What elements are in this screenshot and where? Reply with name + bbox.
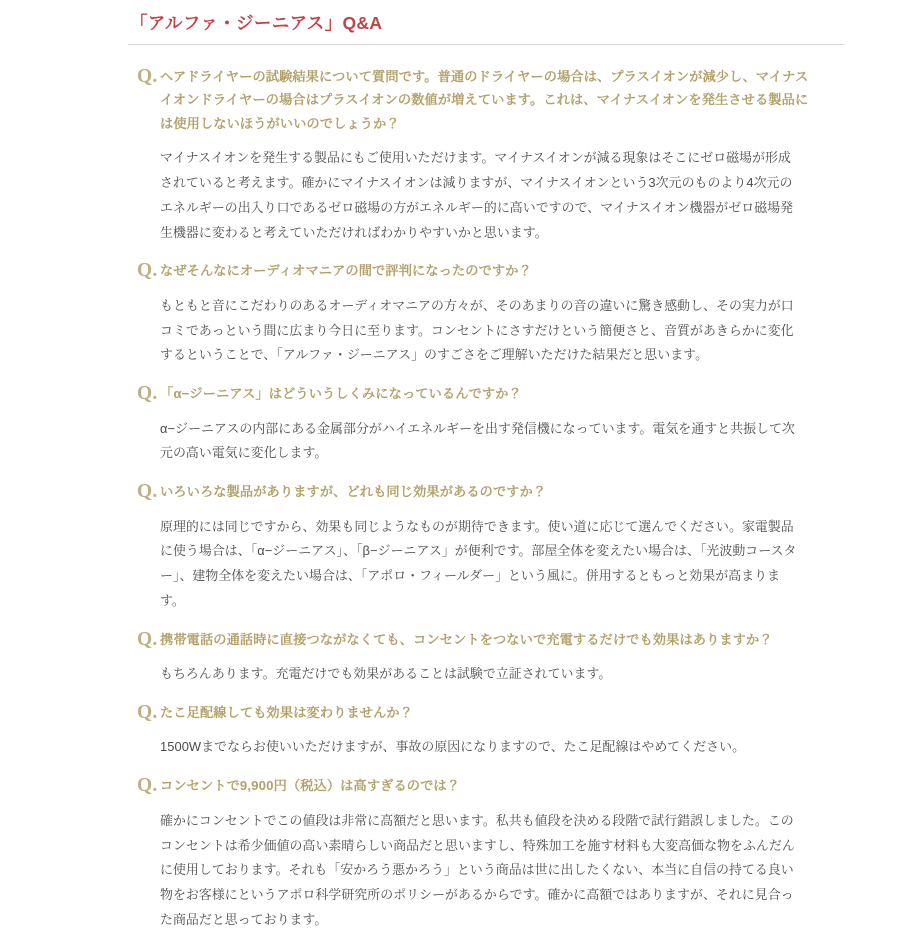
qa-question-text: 「α−ジーニアス」はどういうしくみになっているんですか？ (160, 386, 522, 402)
qa-question (137, 628, 818, 652)
qa-answer-text: マイナスイオンを発生する製品にもご使用いただけます。マイナスイオンが減る現象はそこにゼロ磁場が形成されていると考えます。確かにマイナスイオンは減りますが、マイナスイオンという3次元のものより4次元のエネルギーの出入り口であるゼロ磁場の方がエネルギー的に高いですので、マイナスイオン機器がゼロ磁場発生機器に変わると考えていただければわかりやすいかと思います。 (160, 150, 794, 240)
question-marker-icon: Q. (137, 775, 158, 797)
qa-block (128, 701, 845, 760)
qa-question-text: ヘアドライヤーの試験結果について質問です。普通のドライヤーの場合は、プラスイオンが減少し、マイナスイオンドライヤーの場合はプラスイオンの数値が増えています。これは、マイナスイオンを発生させる製品には使用しないほうがいいのでしょうか？ (160, 68, 809, 131)
qa-list (128, 65, 845, 933)
question-marker-icon: Q. (137, 628, 158, 650)
qa-question (137, 65, 818, 136)
qa-block (128, 774, 845, 932)
qa-block (128, 65, 845, 246)
qa-question (137, 382, 818, 406)
content-column (128, 0, 845, 947)
question-marker-icon: Q. (137, 481, 158, 503)
question-marker-icon: Q. (137, 65, 158, 87)
qa-block (128, 382, 845, 466)
qa-answer-text: もともと音にこだわりのあるオーディオマニアの方々が、そのあまりの音の違いに驚き感動し、その実力が口コミであっという間に広まり今日に至ります。コンセントにさすだけという簡便さと、音質があきらかに変化するということで、「アルファ・ジーニアス」のすごさをご理解いただけた結果だと思います。 (160, 297, 794, 363)
qa-block (128, 628, 845, 687)
qa-question (137, 701, 818, 725)
qa-question (137, 774, 818, 798)
question-marker-icon: Q. (137, 701, 158, 723)
qa-question-text: いろいろな製品がありますが、どれも同じ効果があるのですか？ (160, 484, 547, 500)
qa-block (128, 259, 845, 368)
title-divider (128, 44, 845, 45)
question-marker-icon: Q. (137, 260, 158, 282)
qa-question-text: 携帯電話の通話時に直接つながなくても、コンセントをつないで充電するだけでも効果はありますか？ (160, 631, 773, 647)
qa-block (128, 480, 845, 614)
qa-answer-text: 1500Wまでならお使いいただけますが、事故の原因になりますので、たこ足配線はやめてください。 (160, 739, 746, 755)
qa-question-text: たこ足配線しても効果は変わりませんか？ (160, 704, 414, 720)
qa-question (137, 259, 818, 283)
qa-answer-text: α−ジーニアスの内部にある金属部分がハイエネルギーを出す発信機になっています。電気を通すと共振して次元の高い電気に変化します。 (160, 420, 795, 461)
page-title: 「アルファ・ジーニアス」Q&A (130, 13, 383, 33)
qa-answer-text: もちろんあります。充電だけでも効果があることは試験で立証されています。 (160, 666, 612, 682)
question-marker-icon: Q. (137, 383, 158, 405)
qa-question-text: コンセントで9,900円（税込）は高すぎるのでは？ (160, 778, 461, 794)
qa-question-text: なぜそんなにオーディオマニアの間で評判になったのですか？ (160, 263, 532, 279)
qa-answer-text: 確かにコンセントでこの値段は非常に高額だと思います。私共も値段を決める段階で試行錯誤しました。このコンセントは希少価値の高い素晴らしい商品だと思いますし、特殊加工を施す材料も大変高価な物をふんだんに使用しております。それも「安かろう悪かろう」という商品は世に出したくない、本当に自信の持てる良い物をお客様にというアポロ科学研究所のポリシーがあるからです。確かに高額ではありますが、それに見合った商品だと思っております。 (160, 812, 795, 927)
qa-answer-text: 原理的には同じですから、効果も同じようなものが期待できます。使い道に応じて選んでください。家電製品に使う場合は、「α−ジーニアス」、「β−ジーニアス」が便利です。部屋全体を変えたい場合は、「光波動コースター」、建物全体を変えたい場合は、「アポロ・フィールダー」という風に。併用するともっと効果が高まります。 (160, 518, 797, 608)
qa-question (137, 480, 818, 504)
